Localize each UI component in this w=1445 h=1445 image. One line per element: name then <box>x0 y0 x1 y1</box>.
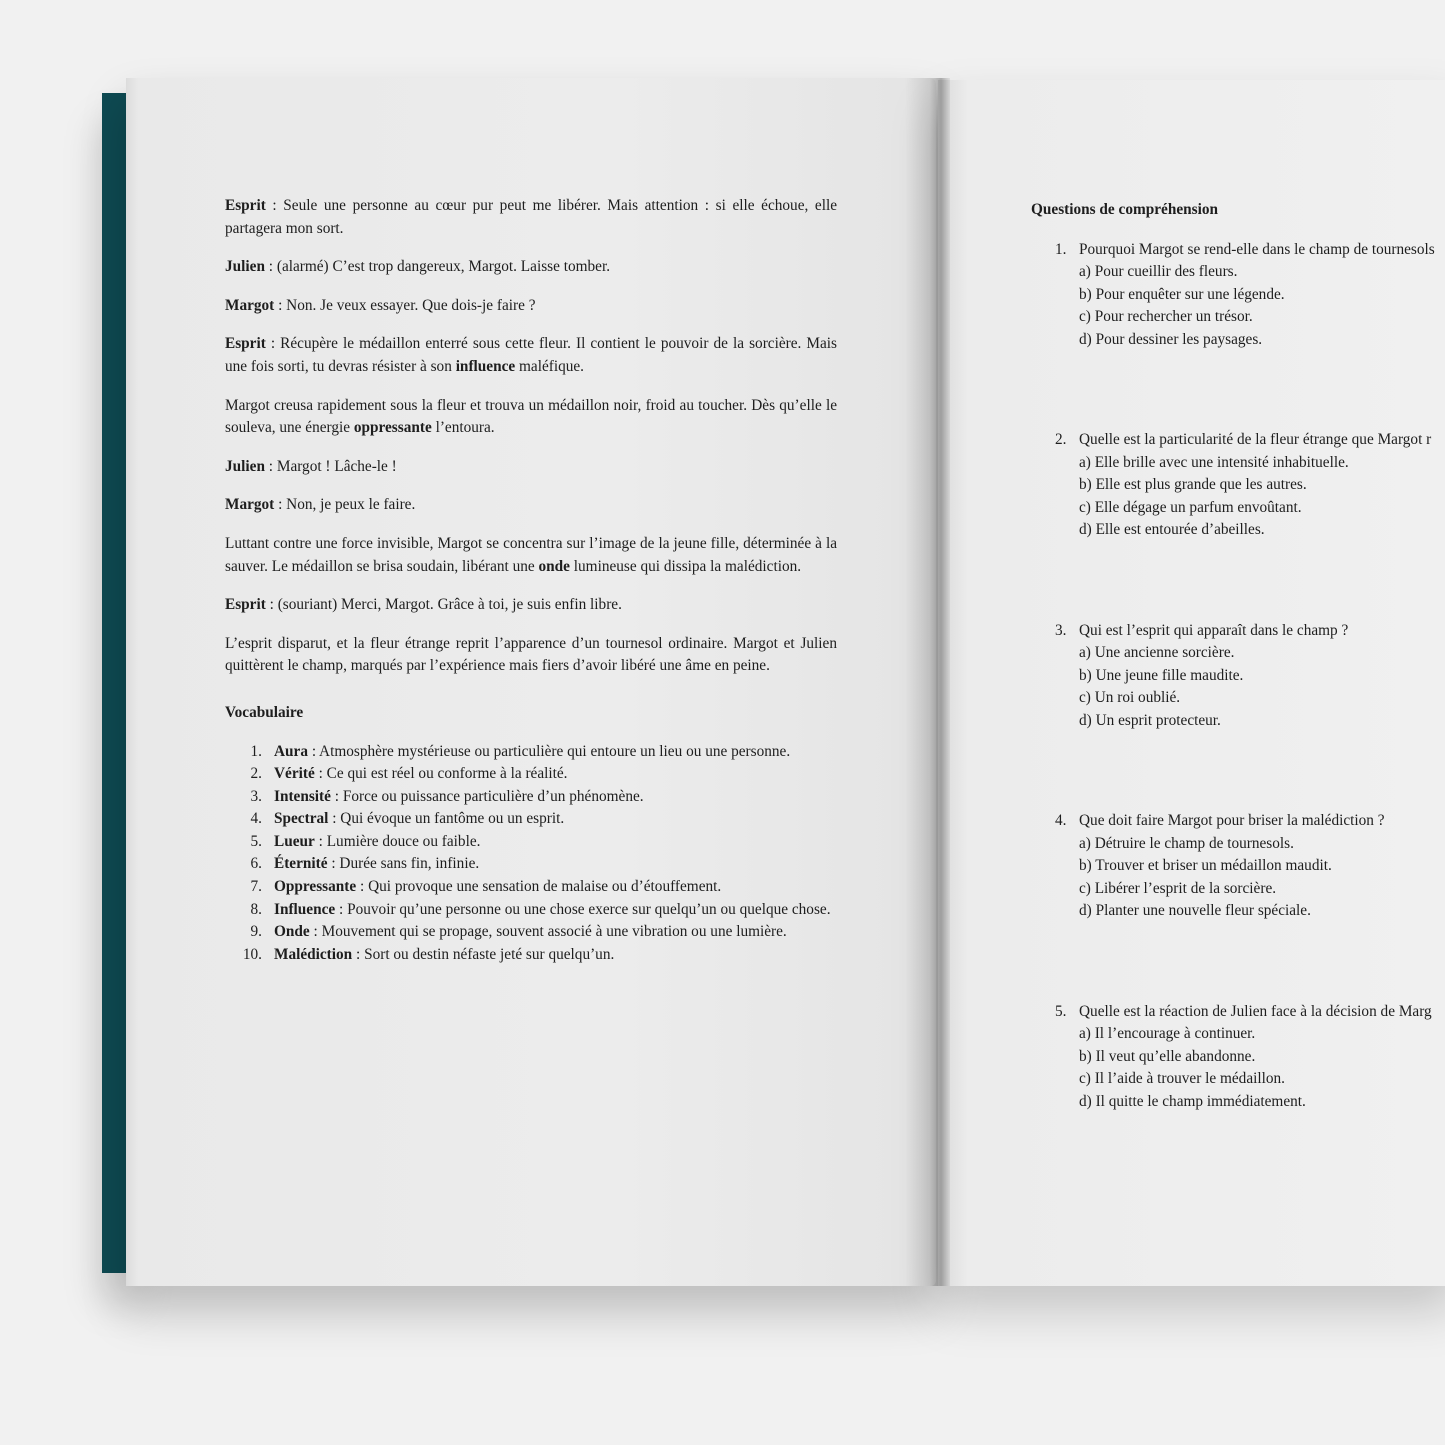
answer-option: a) Il l’encourage à continuer. <box>1079 1025 1256 1042</box>
answer-option: d) Elle est entourée d’abeilles. <box>1079 521 1265 538</box>
answer-option: c) Un roi oublié. <box>1079 689 1181 706</box>
narration-3: L’esprit disparut, et la fleur étrange reprit l’apparence d’un tournesol ordinaire. Margot et Julien quittèrent le champ, marqués par l’expérience mais fiers d’avoir libéré une âme en peine. <box>225 634 837 675</box>
question-4: 4. Que doit faire Margot pour briser la malédiction ? a) Détruire le champ de tournesols. b) Trouver et briser un médaillon maudit. c) Libérer l’esprit de la sorcière. d) Planter une nouvelle fleur spéciale. <box>1031 810 1445 923</box>
narration-2: Luttant contre une force invisible, Margot se concentra sur l’image de la jeune fille, déterminée à la sauver. Le médaillon se brisa soudain, libérant une onde lumineuse qui dissipa la malédiction. <box>225 534 837 575</box>
right-page-text <box>1031 199 1445 1191</box>
dialogue-esprit-2: Esprit : Récupère le médaillon enterré sous cette fleur. Il contient le pouvoir de la sorcière. Mais une fois sorti, tu devras résister à son influence maléfique. <box>225 335 837 375</box>
answer-option: b) Une jeune fille maudite. <box>1079 666 1244 684</box>
dialogue-margot-2: Margot : Non, je peux le faire. <box>225 496 416 514</box>
answer-option: c) Il l’aide à trouver le médaillon. <box>1079 1070 1285 1087</box>
answer-option: c) Pour rechercher un trésor. <box>1079 308 1253 325</box>
dialogue-margot-1: Margot : Non. Je veux essayer. Que dois-je faire ? <box>225 296 536 314</box>
answer-option: b) Pour enquêter sur une légende. <box>1079 285 1285 303</box>
answer-option: a) Pour cueillir des fleurs. <box>1079 263 1238 280</box>
vocab-item: 10. Malédiction : Sort ou destin néfaste jeté sur quelqu’un. <box>242 945 615 963</box>
answer-option: a) Elle brille avec une intensité inhabituelle. <box>1079 453 1349 471</box>
dialogue-esprit-3: Esprit : (souriant) Merci, Margot. Grâce à toi, je suis enfin libre. <box>225 596 622 614</box>
answer-option: d) Il quitte le champ immédiatement. <box>1079 1092 1306 1110</box>
dialogue-esprit-1: Esprit : Seule une personne au cœur pur peut me libérer. Mais attention : si elle échoue, elle partagera mon sort. <box>225 197 837 237</box>
vocabulary-heading: Vocabulaire <box>225 703 304 721</box>
question-2: 2. Quelle est la particularité de la fleur étrange que Margot r a) Elle brille avec une intensité inhabituelle. b) Elle est plus grande que les autres. c) Elle dégage un parfum envoûtant. d) Elle est entourée d’abeilles. <box>1031 429 1445 542</box>
vocab-item: 7. Oppressante : Qui provoque une sensation de malaise ou d’étouffement. <box>250 878 722 896</box>
vocab-item: 1. Aura : Atmosphère mystérieuse ou particulière qui entoure un lieu ou une personne. <box>250 742 791 760</box>
narration-1: Margot creusa rapidement sous la fleur et trouva un médaillon noir, froid au toucher. Dès qu’elle le souleva, une énergie oppressante l’entoura. <box>225 396 837 437</box>
answer-option: d) Pour dessiner les paysages. <box>1079 330 1263 348</box>
question-3: 3. Qui est l’esprit qui apparaît dans le champ ? a) Une ancienne sorcière. b) Une jeune fille maudite. c) Un roi oublié. d) Un esprit protecteur. <box>1031 620 1445 733</box>
questions-heading: Questions de compréhension <box>1031 201 1218 218</box>
dialogue-julien-2: Julien : Margot ! Lâche-le ! <box>225 457 397 475</box>
answer-option: d) Planter une nouvelle fleur spéciale. <box>1079 902 1311 919</box>
vocabulary-list <box>225 741 837 967</box>
dialogue-julien-1: Julien : (alarmé) C’est trop dangereux, Margot. Laisse tomber. <box>225 258 611 276</box>
question-5: 5. Quelle est la réaction de Julien face à la décision de Marg a) Il l’encourage à continuer. b) Il veut qu’elle abandonne. c) Il l’aide à trouver le médaillon. d) Il quitte le champ immédiatement. <box>1031 1001 1445 1114</box>
vocab-item: 2. Vérité : Ce qui est réel ou conforme à la réalité. <box>250 765 568 783</box>
answer-option: d) Un esprit protecteur. <box>1079 711 1221 729</box>
left-page-text <box>225 195 837 966</box>
vocab-item: 3. Intensité : Force ou puissance particulière d’un phénomène. <box>250 787 644 805</box>
vocab-item: 9. Onde : Mouvement qui se propage, souvent associé à une vibration ou une lumière. <box>250 923 787 941</box>
answer-option: c) Libérer l’esprit de la sorcière. <box>1079 879 1277 897</box>
answer-option: b) Il veut qu’elle abandonne. <box>1079 1047 1256 1065</box>
spine-shadow <box>905 78 950 1286</box>
vocab-item: 5. Lueur : Lumière douce ou faible. <box>250 832 481 850</box>
answer-option: c) Elle dégage un parfum envoûtant. <box>1079 498 1302 516</box>
vocab-item: 8. Influence : Pouvoir qu’une personne ou une chose exerce sur quelqu’un ou quelque chose. <box>250 900 831 918</box>
vocab-item: 6. Éternité : Durée sans fin, infinie. <box>250 855 480 873</box>
answer-option: a) Détruire le champ de tournesols. <box>1079 834 1294 852</box>
answer-option: b) Trouver et briser un médaillon maudit. <box>1079 857 1332 874</box>
answer-option: b) Elle est plus grande que les autres. <box>1079 476 1307 493</box>
question-1: 1. Pourquoi Margot se rend-elle dans le champ de tournesols a) Pour cueillir des fleurs. b) Pour enquêter sur une légende. c) Pour rechercher un trésor. d) Pour dessiner les paysages. <box>1031 239 1445 352</box>
answer-option: a) Une ancienne sorcière. <box>1079 644 1235 661</box>
vocab-item: 4. Spectral : Qui évoque un fantôme ou un esprit. <box>250 810 565 828</box>
